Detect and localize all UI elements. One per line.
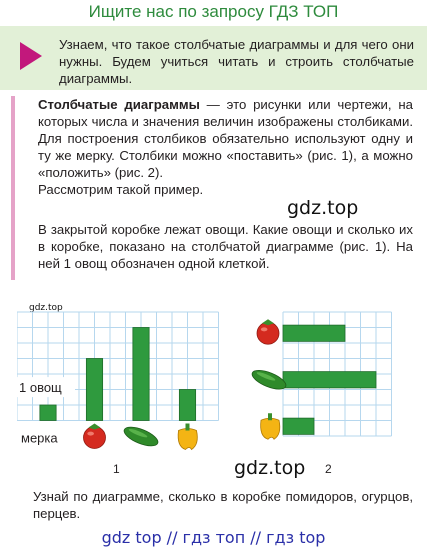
watermark: gdz.top — [287, 197, 359, 219]
definition-term: Столбчатые диаграммы — [38, 97, 200, 112]
bar-measure — [40, 405, 56, 421]
example-text: В закрытой коробке лежат овощи. Какие овощи и сколько их в коробке, показано на столбчатой диаграмме (рис. 1). На ней 1 овощ обозначен одной клеткой. — [38, 222, 413, 271]
pepper-icon — [261, 413, 280, 439]
example-paragraph — [38, 221, 413, 272]
bar-vegetable-1 — [86, 359, 102, 421]
bar-vegetable-3 — [179, 390, 195, 421]
definition-paragraph — [38, 96, 413, 198]
intro-box — [0, 26, 427, 90]
hbar-3 — [283, 418, 314, 434]
vertical-bar-chart — [17, 310, 227, 460]
hbar-1 — [283, 325, 345, 341]
hbar-2 — [283, 372, 376, 388]
footer-links: gdz top // гдз топ // гдз top — [101, 528, 326, 547]
intro-text: Узнаем, что такое столбчатые диаграммы и для чего они нужны. Будем учиться читать и строить столбчатые диаграммы. — [59, 37, 414, 86]
horizontal-bar-chart — [250, 310, 395, 460]
definition-text: — это рисунки или чертежи, на которых числа и значения величин изображены столбиками. Для построения столбиков обязательно используют одну и ту же мерку. Столбики можно «поставить» (рис. 1), а можно «положить» (рис. 2). — [38, 97, 413, 180]
figure-1-number: 1 — [113, 462, 120, 476]
unit-label: 1 овощ — [19, 380, 62, 396]
example-intro-line: Рассмотрим такой пример. — [38, 182, 204, 197]
figure-2-number: 2 — [325, 462, 332, 476]
definition-marker — [11, 96, 15, 280]
tomato-icon — [257, 319, 279, 344]
bar-vegetable-2 — [133, 328, 149, 421]
task-text: Узнай по диаграмме, сколько в коробке помидоров, огурцов, перцев. — [33, 489, 413, 521]
intro-triangle-icon — [20, 42, 42, 70]
watermark-bottom: gdz.top — [234, 457, 306, 479]
measure-label: мерка — [21, 430, 58, 446]
watermark-small: gdz.top — [29, 303, 63, 313]
top-banner: Ищите нас по запросу ГДЗ ТОП — [0, 0, 427, 26]
